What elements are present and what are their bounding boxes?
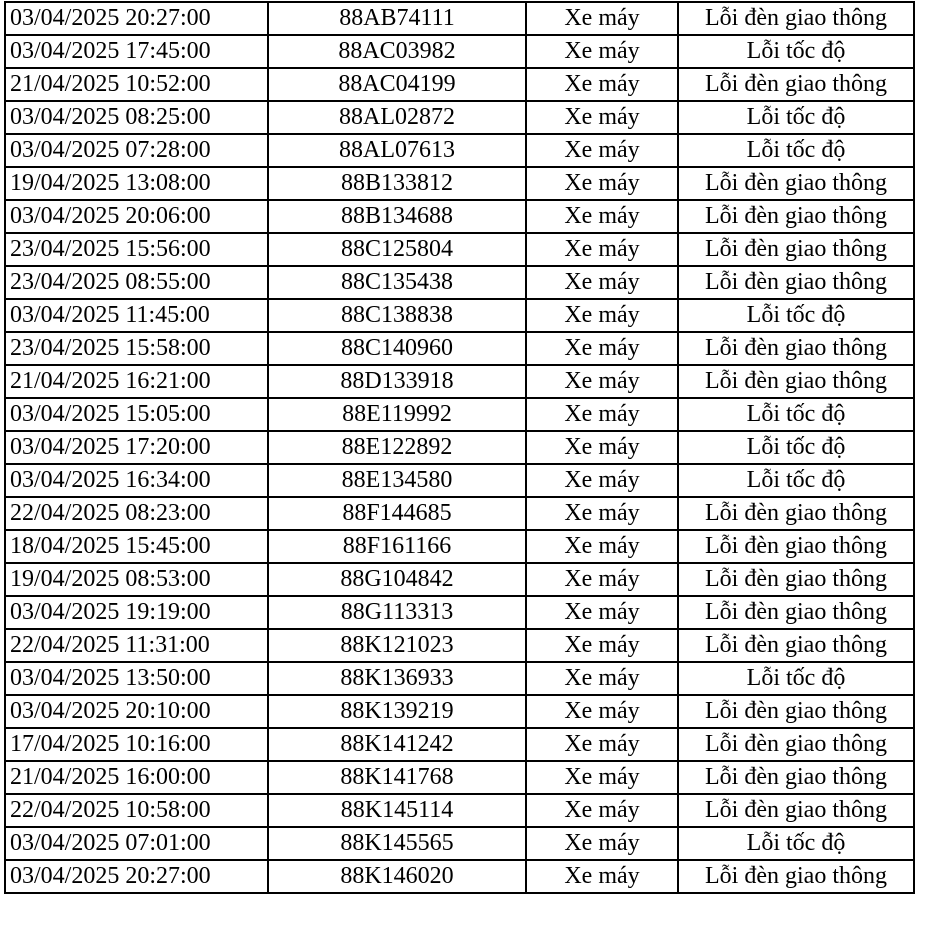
table-row bbox=[5, 134, 914, 167]
plate-cell[interactable]: 88K136933 bbox=[268, 662, 526, 695]
table-row bbox=[5, 365, 914, 398]
vehicle-type-cell[interactable]: Xe máy bbox=[526, 134, 678, 167]
plate-cell[interactable]: 88K141768 bbox=[268, 761, 526, 794]
violation-cell[interactable]: Lỗi đèn giao thông bbox=[678, 563, 914, 596]
table-row bbox=[5, 530, 914, 563]
violation-cell[interactable]: Lỗi đèn giao thông bbox=[678, 860, 914, 893]
violation-cell[interactable]: Lỗi đèn giao thông bbox=[678, 266, 914, 299]
vehicle-type-cell[interactable]: Xe máy bbox=[526, 2, 678, 35]
time-cell[interactable]: 19/04/2025 08:53:00 bbox=[5, 563, 268, 596]
time-cell[interactable]: 03/04/2025 20:06:00 bbox=[5, 200, 268, 233]
vehicle-type-cell[interactable]: Xe máy bbox=[526, 167, 678, 200]
time-cell[interactable]: 21/04/2025 16:21:00 bbox=[5, 365, 268, 398]
vehicle-type-cell[interactable]: Xe máy bbox=[526, 398, 678, 431]
table-row bbox=[5, 266, 914, 299]
table-row bbox=[5, 860, 914, 893]
plate-cell[interactable]: 88C140960 bbox=[268, 332, 526, 365]
vehicle-type-cell[interactable]: Xe máy bbox=[526, 662, 678, 695]
table-body bbox=[5, 2, 914, 893]
violation-cell[interactable]: Lỗi đèn giao thông bbox=[678, 530, 914, 563]
plate-cell[interactable]: 88AB74111 bbox=[268, 2, 526, 35]
table-row bbox=[5, 68, 914, 101]
violation-cell[interactable]: Lỗi đèn giao thông bbox=[678, 68, 914, 101]
plate-cell[interactable]: 88B133812 bbox=[268, 167, 526, 200]
time-cell[interactable]: 22/04/2025 10:58:00 bbox=[5, 794, 268, 827]
table-row bbox=[5, 761, 914, 794]
plate-cell[interactable]: 88E119992 bbox=[268, 398, 526, 431]
time-cell[interactable]: 03/04/2025 15:05:00 bbox=[5, 398, 268, 431]
time-cell[interactable]: 23/04/2025 08:55:00 bbox=[5, 266, 268, 299]
vehicle-type-cell[interactable]: Xe máy bbox=[526, 563, 678, 596]
time-cell[interactable]: 03/04/2025 13:50:00 bbox=[5, 662, 268, 695]
time-cell[interactable]: 21/04/2025 16:00:00 bbox=[5, 761, 268, 794]
table-row bbox=[5, 200, 914, 233]
vehicle-type-cell[interactable]: Xe máy bbox=[526, 332, 678, 365]
table-row bbox=[5, 167, 914, 200]
plate-cell[interactable]: 88K139219 bbox=[268, 695, 526, 728]
plate-cell[interactable]: 88E122892 bbox=[268, 431, 526, 464]
table-row bbox=[5, 629, 914, 662]
table-row bbox=[5, 101, 914, 134]
plate-cell[interactable]: 88AL02872 bbox=[268, 101, 526, 134]
vehicle-type-cell[interactable]: Xe máy bbox=[526, 695, 678, 728]
violation-cell[interactable]: Lỗi đèn giao thông bbox=[678, 695, 914, 728]
table-row bbox=[5, 794, 914, 827]
time-cell[interactable]: 03/04/2025 17:45:00 bbox=[5, 35, 268, 68]
time-cell[interactable]: 03/04/2025 08:25:00 bbox=[5, 101, 268, 134]
plate-cell[interactable]: 88K146020 bbox=[268, 860, 526, 893]
plate-cell[interactable]: 88C138838 bbox=[268, 299, 526, 332]
table-row bbox=[5, 299, 914, 332]
vehicle-type-cell[interactable]: Xe máy bbox=[526, 794, 678, 827]
vehicle-type-cell[interactable]: Xe máy bbox=[526, 35, 678, 68]
vehicle-type-cell[interactable]: Xe máy bbox=[526, 728, 678, 761]
vehicle-type-cell[interactable]: Xe máy bbox=[526, 464, 678, 497]
vehicle-type-cell[interactable]: Xe máy bbox=[526, 530, 678, 563]
time-cell[interactable]: 19/04/2025 13:08:00 bbox=[5, 167, 268, 200]
violation-cell[interactable]: Lỗi đèn giao thông bbox=[678, 167, 914, 200]
violation-cell[interactable]: Lỗi tốc độ bbox=[678, 827, 914, 860]
time-cell[interactable]: 03/04/2025 17:20:00 bbox=[5, 431, 268, 464]
table-row bbox=[5, 332, 914, 365]
table-row bbox=[5, 431, 914, 464]
vehicle-type-cell[interactable]: Xe máy bbox=[526, 596, 678, 629]
time-cell[interactable]: 21/04/2025 10:52:00 bbox=[5, 68, 268, 101]
vehicle-type-cell[interactable]: Xe máy bbox=[526, 365, 678, 398]
plate-cell[interactable]: 88E134580 bbox=[268, 464, 526, 497]
violation-cell[interactable]: Lỗi tốc độ bbox=[678, 464, 914, 497]
table-row bbox=[5, 662, 914, 695]
vehicle-type-cell[interactable]: Xe máy bbox=[526, 827, 678, 860]
plate-cell[interactable]: 88K141242 bbox=[268, 728, 526, 761]
violation-cell[interactable]: Lỗi đèn giao thông bbox=[678, 629, 914, 662]
vehicle-type-cell[interactable]: Xe máy bbox=[526, 200, 678, 233]
violation-cell[interactable]: Lỗi tốc độ bbox=[678, 134, 914, 167]
time-cell[interactable]: 03/04/2025 07:01:00 bbox=[5, 827, 268, 860]
plate-cell[interactable]: 88C125804 bbox=[268, 233, 526, 266]
vehicle-type-cell[interactable]: Xe máy bbox=[526, 860, 678, 893]
table-row bbox=[5, 35, 914, 68]
time-cell[interactable]: 03/04/2025 20:10:00 bbox=[5, 695, 268, 728]
table-row bbox=[5, 497, 914, 530]
violation-cell[interactable]: Lỗi tốc độ bbox=[678, 662, 914, 695]
time-cell[interactable]: 03/04/2025 19:19:00 bbox=[5, 596, 268, 629]
vehicle-type-cell[interactable]: Xe máy bbox=[526, 629, 678, 662]
time-cell[interactable]: 17/04/2025 10:16:00 bbox=[5, 728, 268, 761]
vehicle-type-cell[interactable]: Xe máy bbox=[526, 101, 678, 134]
plate-cell[interactable]: 88F144685 bbox=[268, 497, 526, 530]
time-cell[interactable]: 22/04/2025 08:23:00 bbox=[5, 497, 268, 530]
violation-cell[interactable]: Lỗi tốc độ bbox=[678, 431, 914, 464]
plate-cell[interactable]: 88C135438 bbox=[268, 266, 526, 299]
time-cell[interactable]: 03/04/2025 20:27:00 bbox=[5, 860, 268, 893]
table-row bbox=[5, 233, 914, 266]
table-row bbox=[5, 563, 914, 596]
table-row bbox=[5, 728, 914, 761]
plate-cell[interactable]: 88K145114 bbox=[268, 794, 526, 827]
plate-cell[interactable]: 88AC03982 bbox=[268, 35, 526, 68]
violation-cell[interactable]: Lỗi đèn giao thông bbox=[678, 332, 914, 365]
vehicle-type-cell[interactable]: Xe máy bbox=[526, 497, 678, 530]
vehicle-type-cell[interactable]: Xe máy bbox=[526, 233, 678, 266]
vehicle-type-cell[interactable]: Xe máy bbox=[526, 431, 678, 464]
plate-cell[interactable]: 88F161166 bbox=[268, 530, 526, 563]
time-cell[interactable]: 23/04/2025 15:58:00 bbox=[5, 332, 268, 365]
vehicle-type-cell[interactable]: Xe máy bbox=[526, 266, 678, 299]
vehicle-type-cell[interactable]: Xe máy bbox=[526, 761, 678, 794]
time-cell[interactable]: 18/04/2025 15:45:00 bbox=[5, 530, 268, 563]
vehicle-type-cell[interactable]: Xe máy bbox=[526, 68, 678, 101]
vehicle-type-cell[interactable]: Xe máy bbox=[526, 299, 678, 332]
violation-cell[interactable]: Lỗi đèn giao thông bbox=[678, 2, 914, 35]
table-row bbox=[5, 398, 914, 431]
violation-cell[interactable]: Lỗi đèn giao thông bbox=[678, 728, 914, 761]
time-cell[interactable]: 03/04/2025 16:34:00 bbox=[5, 464, 268, 497]
violation-cell[interactable]: Lỗi tốc độ bbox=[678, 398, 914, 431]
violation-cell[interactable]: Lỗi đèn giao thông bbox=[678, 200, 914, 233]
violation-cell[interactable]: Lỗi tốc độ bbox=[678, 35, 914, 68]
time-cell[interactable]: 03/04/2025 07:28:00 bbox=[5, 134, 268, 167]
violation-cell[interactable]: Lỗi đèn giao thông bbox=[678, 497, 914, 530]
plate-cell[interactable]: 88D133918 bbox=[268, 365, 526, 398]
table-row bbox=[5, 464, 914, 497]
time-cell[interactable]: 03/04/2025 11:45:00 bbox=[5, 299, 268, 332]
violation-cell[interactable]: Lỗi đèn giao thông bbox=[678, 596, 914, 629]
violation-cell[interactable]: Lỗi đèn giao thông bbox=[678, 365, 914, 398]
violation-cell[interactable]: Lỗi tốc độ bbox=[678, 101, 914, 134]
table-row bbox=[5, 827, 914, 860]
plate-cell[interactable]: 88G113313 bbox=[268, 596, 526, 629]
plate-cell[interactable]: 88B134688 bbox=[268, 200, 526, 233]
time-cell[interactable]: 23/04/2025 15:56:00 bbox=[5, 233, 268, 266]
time-cell[interactable]: 22/04/2025 11:31:00 bbox=[5, 629, 268, 662]
plate-cell[interactable]: 88K145565 bbox=[268, 827, 526, 860]
violation-cell[interactable]: Lỗi đèn giao thông bbox=[678, 233, 914, 266]
plate-cell[interactable]: 88AL07613 bbox=[268, 134, 526, 167]
table-row bbox=[5, 695, 914, 728]
plate-cell[interactable]: 88K121023 bbox=[268, 629, 526, 662]
violation-cell[interactable]: Lỗi tốc độ bbox=[678, 299, 914, 332]
table-row bbox=[5, 2, 914, 35]
violation-cell[interactable]: Lỗi đèn giao thông bbox=[678, 794, 914, 827]
table-row bbox=[5, 596, 914, 629]
time-cell[interactable]: 03/04/2025 20:27:00 bbox=[5, 2, 268, 35]
plate-cell[interactable]: 88AC04199 bbox=[268, 68, 526, 101]
violation-cell[interactable]: Lỗi đèn giao thông bbox=[678, 761, 914, 794]
plate-cell[interactable]: 88G104842 bbox=[268, 563, 526, 596]
violations-table bbox=[4, 1, 915, 894]
